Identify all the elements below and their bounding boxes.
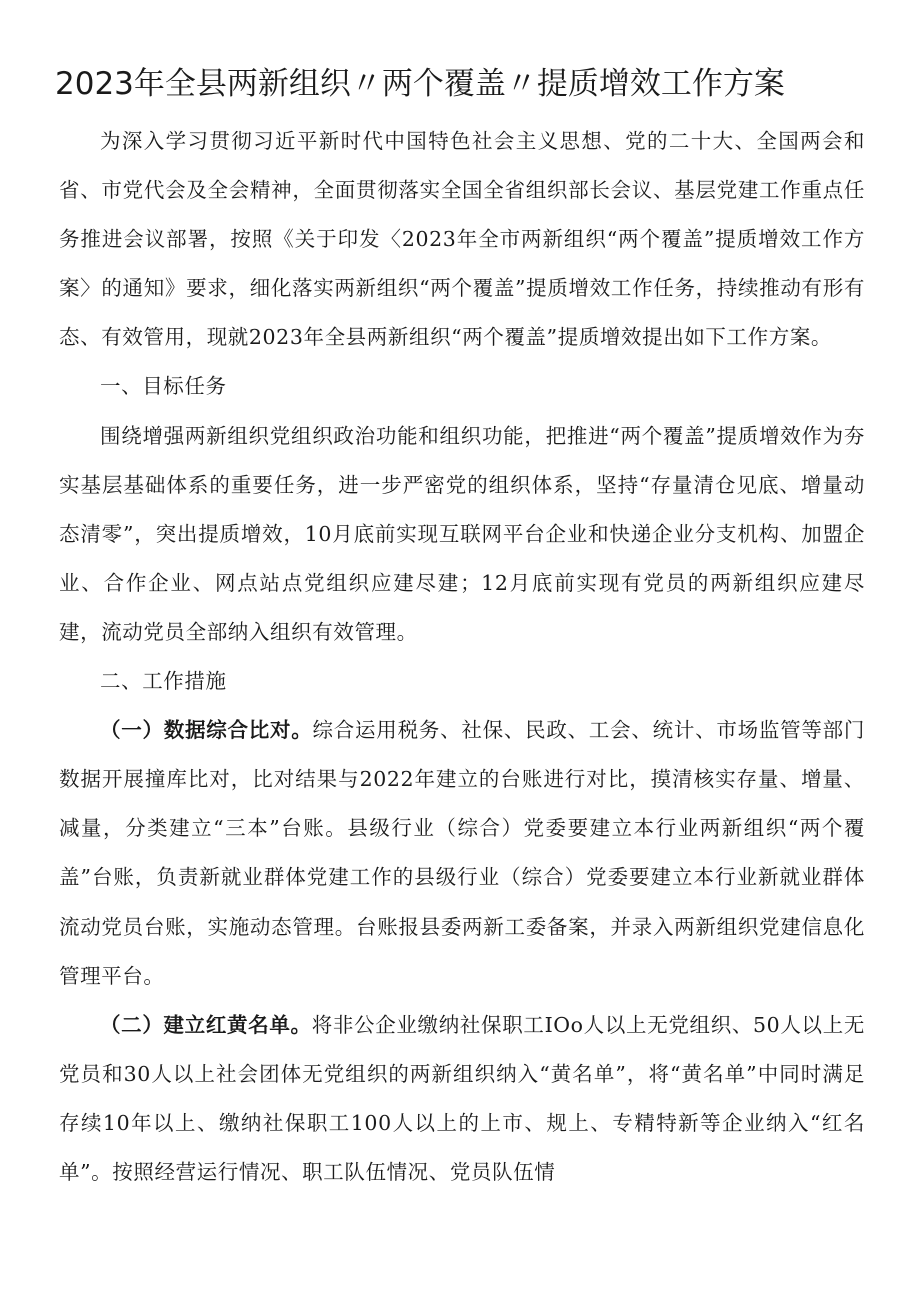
document-title: 2023年全县两新组织〃两个覆盖〃提质增效工作方案 bbox=[55, 66, 785, 102]
measure-paragraph-red-yellow-list bbox=[59, 1001, 865, 1197]
intro-paragraph: 为深入学习贯彻习近平新时代中国特色社会主义思想、党的二十大、全国两会和省、市党代会及全会精神，全面贯彻落实全国全省组织部长会议、基层党建工作重点任务推进会议部署，按照《关于印发〈2023年全市两新组织“两个覆盖”提质增效工作方案〉的通知》要求，细化落实两新组织“两个覆盖”提质增效工作任务，持续推动有形有态、有效管用，现就2023年全县两新组织“两个覆盖”提质增效提出如下工作方案。 bbox=[59, 129, 865, 350]
section-heading-measures: 二、工作措施 bbox=[100, 669, 227, 694]
measure-paragraph-data-comparison bbox=[59, 706, 865, 1001]
goals-paragraph: 围绕增强两新组织党组织政治功能和组织功能，把推进“两个覆盖”提质增效作为夯实基层基础体系的重要任务，进一步严密党的组织体系，坚持“存量清仓见底、增量动态清零”，突出提质增效，10月底前实现互联网平台企业和快递企业分支机构、加盟企业、合作企业、网点站点党组织应建尽建；12月底前实现有党员的两新组织应建尽建，流动党员全部纳入组织有效管理。 bbox=[59, 423, 865, 644]
section-heading-goals: 一、目标任务 bbox=[100, 374, 227, 399]
measure-text-data-comparison: 综合运用税务、社保、民政、工会、统计、市场监管等部门数据开展撞库比对，比对结果与2022年建立的台账进行对比，摸清核实存量、增量、减量，分类建立“三本”台账。县级行业（综合）党委要建立本行业两新组织“两个覆盖”台账，负责新就业群体党建工作的县级行业（综合）党委要建立本行业新就业群体流动党员台账，实施动态管理。台账报县委两新工委备案，并录入两新组织党建信息化管理平台。 bbox=[59, 718, 865, 988]
measure-text-red-yellow-list: 将非公企业缴纳社保职工IOo人以上无党组织、50人以上无党员和30人以上社会团体无党组织的两新组织纳入“黄名单”，将“黄名单”中同时满足存续10年以上、缴纳社保职工100人以上的上市、规上、专精特新等企业纳入“红名单”。按照经营运行情况、职工队伍情况、党员队伍情 bbox=[59, 1012, 865, 1184]
measure-lead-red-yellow-list: （二）建立红黄名单。 bbox=[100, 1012, 312, 1037]
measure-lead-data-comparison: （一）数据综合比对。 bbox=[100, 718, 313, 743]
document-body bbox=[59, 117, 865, 1197]
